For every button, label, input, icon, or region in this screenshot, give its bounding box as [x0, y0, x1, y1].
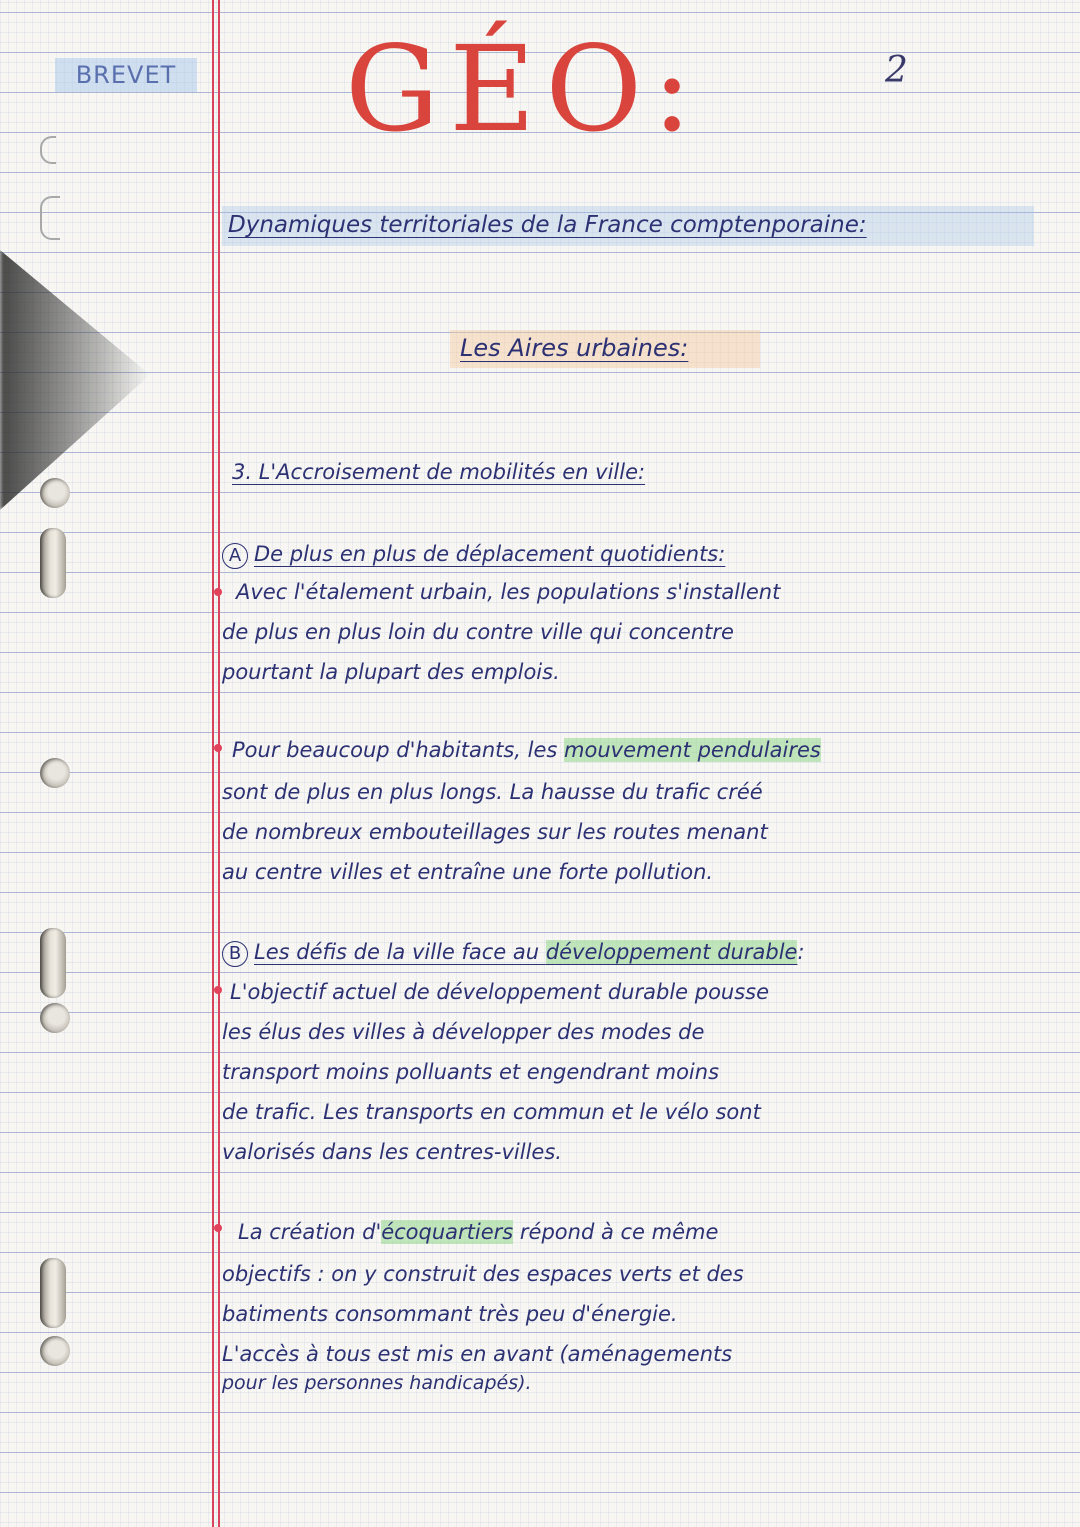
marker-a: A [222, 543, 248, 569]
part-b-title [222, 940, 805, 967]
punch-slot-icon [40, 528, 66, 598]
part-b-line-3: transport moins polluants et engendrant moins [222, 1060, 720, 1084]
part-b-para2-line-4: L'accès à tous est mis en avant (aménagements [222, 1342, 733, 1366]
part-b-para2-line-2: objectifs : on y construit des espaces verts et des [222, 1262, 744, 1286]
part-b-title-end: : [797, 940, 805, 964]
keyword-highlight: mouvement pendulaires [564, 738, 821, 762]
part-a-para2-line-4: au centre villes et entraîne une forte pollution. [222, 860, 714, 884]
bullet-icon [214, 986, 222, 994]
punch-hole-icon [40, 478, 70, 508]
part-b-line-5: valorisés dans les centres-villes. [222, 1140, 562, 1164]
punch-hole-icon [40, 1003, 70, 1033]
punch-hole-icon [40, 1336, 70, 1366]
subject-title: GÉO: [345, 20, 702, 158]
part-b-line-1: L'objectif actuel de développement durable pousse [230, 980, 770, 1004]
part-a-line-3: pourtant la plupart des emplois. [222, 660, 560, 684]
part-a-para2-line-2: sont de plus en plus longs. La hausse du trafic créé [222, 780, 763, 804]
punch-slot-icon [40, 1258, 66, 1328]
part-b-para2-end: répond à ce même [513, 1220, 719, 1244]
part-a-title [222, 542, 725, 569]
part-a-para2-line-1 [232, 738, 821, 762]
keyword-highlight: écoquartiers [381, 1220, 514, 1244]
brevet-badge: BREVET [55, 58, 197, 92]
part-a-para2-start: Pour beaucoup d'habitants, les [232, 738, 565, 762]
margin-line-left [212, 0, 214, 1527]
part-b-title-start: Les défis de la ville face au [254, 940, 546, 964]
part-a-title-text: De plus en plus de déplacement quotidients: [254, 542, 726, 566]
part-b-para2-line-3: batiments consommant très peu d'énergie. [222, 1302, 678, 1326]
bullet-icon [214, 744, 222, 752]
section-title: 3. L'Accroisement de mobilités en ville: [232, 460, 646, 484]
binder-ring-icon [40, 196, 60, 240]
part-b-para2-start: La création d' [238, 1220, 382, 1244]
punch-hole-icon [40, 758, 70, 788]
keyword-highlight: développement durable [545, 940, 798, 964]
bullet-icon [214, 588, 222, 596]
part-a-line-1: Avec l'étalement urbain, les populations s'installent [236, 580, 781, 604]
part-b-para2-line-5: pour les personnes handicapés). [222, 1372, 532, 1394]
part-b-line-4: de trafic. Les transports en commun et le vélo sont [222, 1100, 761, 1124]
punch-slot-icon [40, 928, 66, 998]
margin-line-left-2 [218, 0, 220, 1527]
part-a-para2-line-3: de nombreux embouteillages sur les routes menant [222, 820, 768, 844]
part-b-para2-line-1 [238, 1220, 718, 1244]
part-a-line-2: de plus en plus loin du contre ville qui concentre [222, 620, 734, 644]
main-title: Dynamiques territoriales de la France comptenporaine: [228, 212, 867, 238]
chapter-title: Les Aires urbaines: [460, 334, 689, 362]
page-number: 2 [885, 50, 908, 91]
bullet-icon [214, 1224, 222, 1232]
binder-ring-icon [40, 136, 56, 164]
marker-b: B [222, 941, 248, 967]
part-b-line-2: les élus des villes à développer des modes de [222, 1020, 705, 1044]
